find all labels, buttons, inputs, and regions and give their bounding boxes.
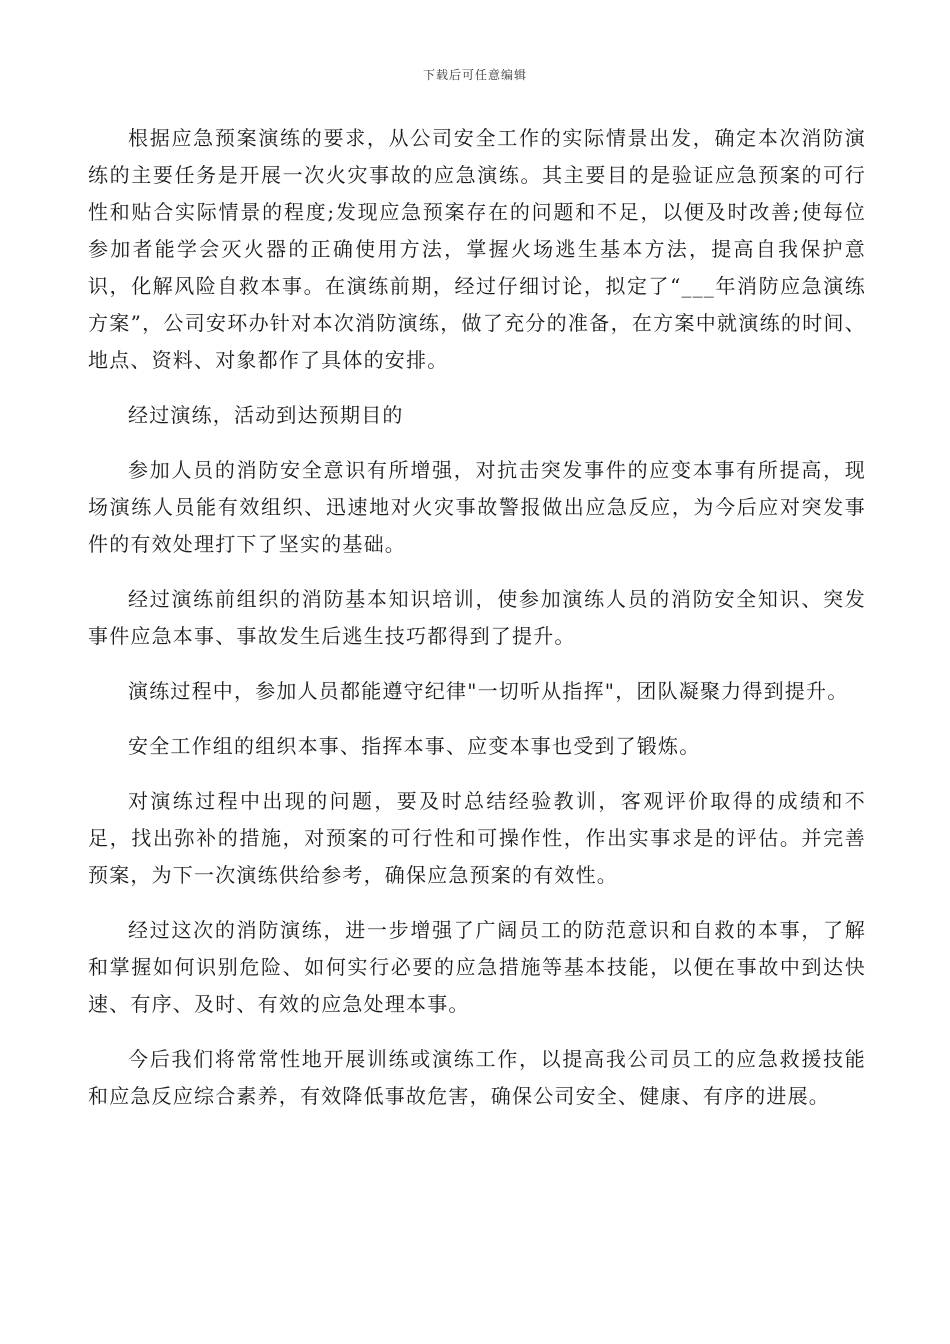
paragraph-outcome: 经过这次的消防演练，进一步增强了广阔员工的防范意识和自救的本事，了解和掌握如何识别危险、如何实行必要的应急措施等基本技能，以便在事故中到达快速、有序、及时、有效的应急处理本事。 <box>88 918 866 1016</box>
paragraph-training: 经过演练前组织的消防基本知识培训，使参加演练人员的消防安全知识、突发事件应急本事、事故发生后逃生技巧都得到了提升。 <box>88 587 866 648</box>
document-body <box>88 120 866 1133</box>
paragraph-awareness: 参加人员的消防安全意识有所增强，对抗击突发事件的应变本事有所提高，现场演练人员能有效组织、迅速地对火灾事故警报做出应急反应，为今后应对突发事件的有效处理打下了坚实的基础。 <box>88 458 866 556</box>
paragraph-heading-result: 经过演练，活动到达预期目的 <box>128 403 404 427</box>
paragraph-discipline: 演练过程中，参加人员都能遵守纪律"一切听从指挥"，团队凝聚力得到提升。 <box>128 679 849 703</box>
paragraph-intro: 根据应急预案演练的要求，从公司安全工作的实际情景出发，确定本次消防演练的主要任务是开展一次火灾事故的应急演练。其主要目的是验证应急预案的可行性和贴合实际情景的程度;发现应急预案存在的问题和不足，以便及时改善;使每位参加者能学会灭火器的正确使用方法，掌握火场逃生基本方法，提高自我保护意识，化解风险自救本事。在演练前期，经过仔细讨论，拟定了“___年消防应急演练方案”，公司安环办针对本次消防演练，做了充分的准备，在方案中就演练的时间、地点、资料、对象都作了具体的安排。 <box>88 126 866 372</box>
paragraph-team: 安全工作组的组织本事、指挥本事、应变本事也受到了锻炼。 <box>128 734 701 758</box>
paragraph-future: 今后我们将常常性地开展训练或演练工作，以提高我公司员工的应急救援技能和应急反应综合素养，有效降低事故危害，确保公司安全、健康、有序的进展。 <box>88 1047 866 1108</box>
page-header: 下载后可任意编辑 <box>422 68 527 82</box>
paragraph-review: 对演练过程中出现的问题，要及时总结经验教训，客观评价取得的成绩和不足，找出弥补的措施，对预案的可行性和可操作性，作出实事求是的评估。并完善预案，为下一次演练供给参考，确保应急预案的有效性。 <box>88 789 866 887</box>
